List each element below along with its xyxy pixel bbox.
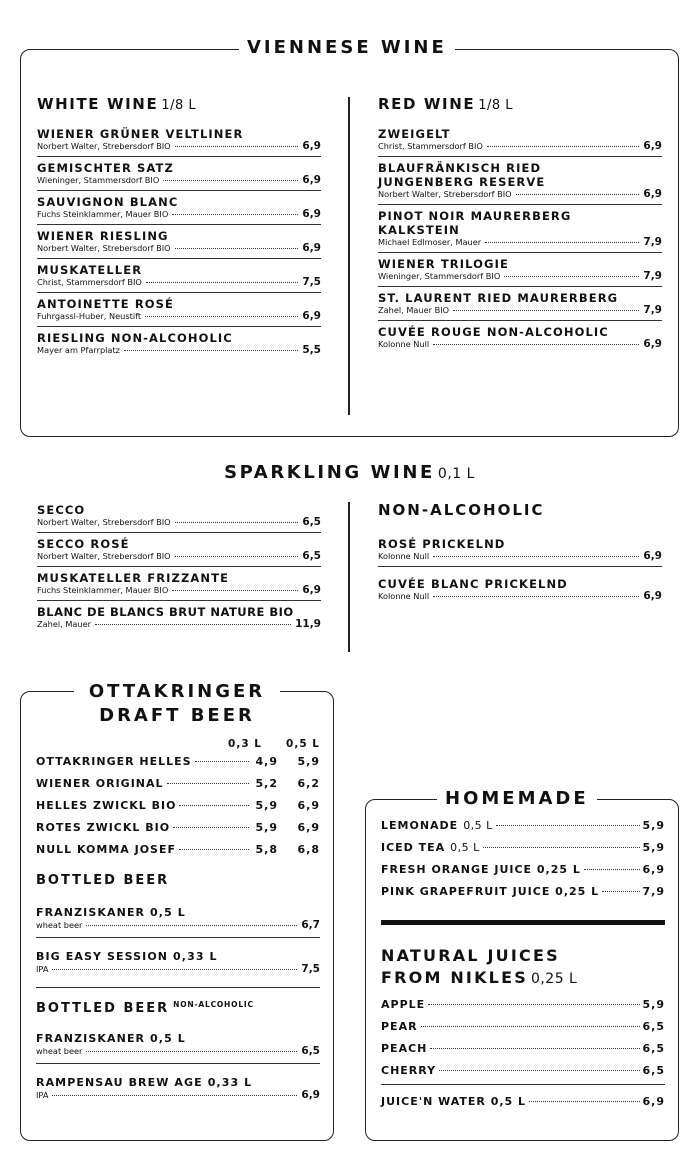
list-item: GEMISCHTER SATZ Wieninger, Stammersdorf BIO 6,9 <box>37 157 321 191</box>
divider <box>381 1084 665 1085</box>
white-wine-heading: WHITE WINE 1/8 L <box>37 95 197 113</box>
list-item: ST. LAURENT RIED MAURERBERG Zahel, Mauer BIO 7,9 <box>378 287 662 321</box>
column-divider <box>348 502 350 652</box>
natural-juices-list <box>381 994 665 1082</box>
sparkling-wine-list <box>37 499 321 634</box>
list-item: MUSKATELLER Christ, Stammersdorf BIO 7,5 <box>37 259 321 293</box>
homemade-title: HOMEMADE <box>437 788 597 810</box>
red-wine-section <box>378 95 662 354</box>
list-item: WIENER RIESLING Norbert Walter, Strebersdorf BIO 6,9 <box>37 225 321 259</box>
list-item: RAMPENSAU BREW AGE 0,33 L IPA 6,9 <box>36 1076 320 1101</box>
bottled-beer-non-alcoholic-list <box>36 1028 320 1105</box>
non-alcoholic-list <box>378 533 662 606</box>
natural-juices-heading: NATURAL JUICES FROM NIKLES 0,25 L <box>381 946 578 987</box>
homemade-section <box>381 815 665 1113</box>
list-item: PEACH 6,5 <box>381 1042 665 1055</box>
red-wine-heading: RED WINE 1/8 L <box>378 95 513 113</box>
list-item: MUSKATELLER FRIZZANTE Fuchs Steinklammer, Mauer BIO 6,9 <box>37 567 321 601</box>
list-item: FRANZISKANER 0,5 L wheat beer 6,7 <box>36 902 320 938</box>
list-item: ROTES ZWICKL BIO 5,9 6,9 <box>36 821 320 834</box>
list-item: WIENER TRILOGIE Wieninger, Stammersdorf BIO 7,9 <box>378 253 662 287</box>
list-item: HELLES ZWICKL BIO 5,9 6,9 <box>36 799 320 812</box>
list-item: WIENER GRÜNER VELTLINER Norbert Walter, Strebersdorf BIO 6,9 <box>37 123 321 157</box>
bottled-beer-non-alcoholic-heading: BOTTLED BEER $^{NON-ALCOHOLIC}$ <box>36 1000 254 1016</box>
draft-beer-columns: 0,3 L 0,5 L <box>228 738 320 750</box>
list-item: SECCO Norbert Walter, Strebersdorf BIO 6,5 <box>37 499 321 533</box>
list-item: BIG EASY SESSION 0,33 L IPA 7,5 <box>36 938 320 988</box>
list-item: CUVÉE BLANC PRICKELND Kolonne Null 6,9 <box>378 577 662 602</box>
list-item: FRESH ORANGE JUICE 0,25 L 6,9 <box>381 863 665 876</box>
list-item: CUVÉE ROUGE NON-ALCOHOLIC Kolonne Null 6,9 <box>378 325 662 350</box>
viennese-wine-title: VIENNESE WINE <box>239 37 455 59</box>
list-item: FRANZISKANER 0,5 L wheat beer 6,5 <box>36 1028 320 1064</box>
bottled-beer-heading: BOTTLED BEER <box>36 873 170 888</box>
sparkling-wine-title: SPARKLING WINE 0,1 L <box>224 462 475 483</box>
non-alcoholic-heading: NON-ALCOHOLIC <box>378 501 545 519</box>
white-wine-list <box>37 123 321 360</box>
list-item: WIENER ORIGINAL 5,2 6,2 <box>36 777 320 790</box>
list-item: ICED TEA 0,5 L 5,9 <box>381 841 665 854</box>
list-item: SECCO ROSÉ Norbert Walter, Strebersdorf BIO 6,5 <box>37 533 321 567</box>
list-item: ZWEIGELT Christ, Stammersdorf BIO 6,9 <box>378 123 662 157</box>
list-item: ANTOINETTE ROSÉ Fuhrgassl-Huber, Neustift 6,9 <box>37 293 321 327</box>
list-item: NULL KOMMA JOSEF 5,8 6,8 <box>36 843 320 856</box>
thick-divider <box>381 920 665 925</box>
column-divider <box>348 97 350 415</box>
list-item: BLAUFRÄNKISCH RIED JUNGENBERG RESERVE Norbert Walter, Strebersdorf BIO 6,9 <box>378 157 662 205</box>
list-item: SAUVIGNON BLANC Fuchs Steinklammer, Mauer BIO 6,9 <box>37 191 321 225</box>
white-wine-section <box>37 95 321 360</box>
non-alcoholic-section <box>378 501 662 606</box>
list-item: OTTAKRINGER HELLES 4,9 5,9 <box>36 755 320 768</box>
list-item: RIESLING NON-ALCOHOLIC Mayer am Pfarrplatz 5,5 <box>37 331 321 356</box>
list-item: APPLE 5,9 <box>381 998 665 1011</box>
draft-beer-section <box>36 737 320 1105</box>
bottled-beer-list <box>36 902 320 988</box>
list-item: ROSÉ PRICKELND Kolonne Null 6,9 <box>378 533 662 567</box>
draft-beer-title: OTTAKRINGER DRAFT BEER <box>74 680 280 728</box>
list-item: CHERRY 6,5 <box>381 1064 665 1077</box>
list-item: PEAR 6,5 <box>381 1020 665 1033</box>
list-item: PINOT NOIR MAURERBERG KALKSTEIN Michael Edlmoser, Mauer 7,9 <box>378 205 662 253</box>
list-item: BLANC DE BLANCS BRUT NATURE BIO Zahel, Mauer 11,9 <box>37 605 321 630</box>
list-item: LEMONADE 0,5 L 5,9 <box>381 819 665 832</box>
red-wine-list <box>378 123 662 354</box>
list-item: PINK GRAPEFRUIT JUICE 0,25 L 7,9 <box>381 885 665 898</box>
list-item: JUICE'N WATER 0,5 L 6,9 <box>381 1095 665 1108</box>
